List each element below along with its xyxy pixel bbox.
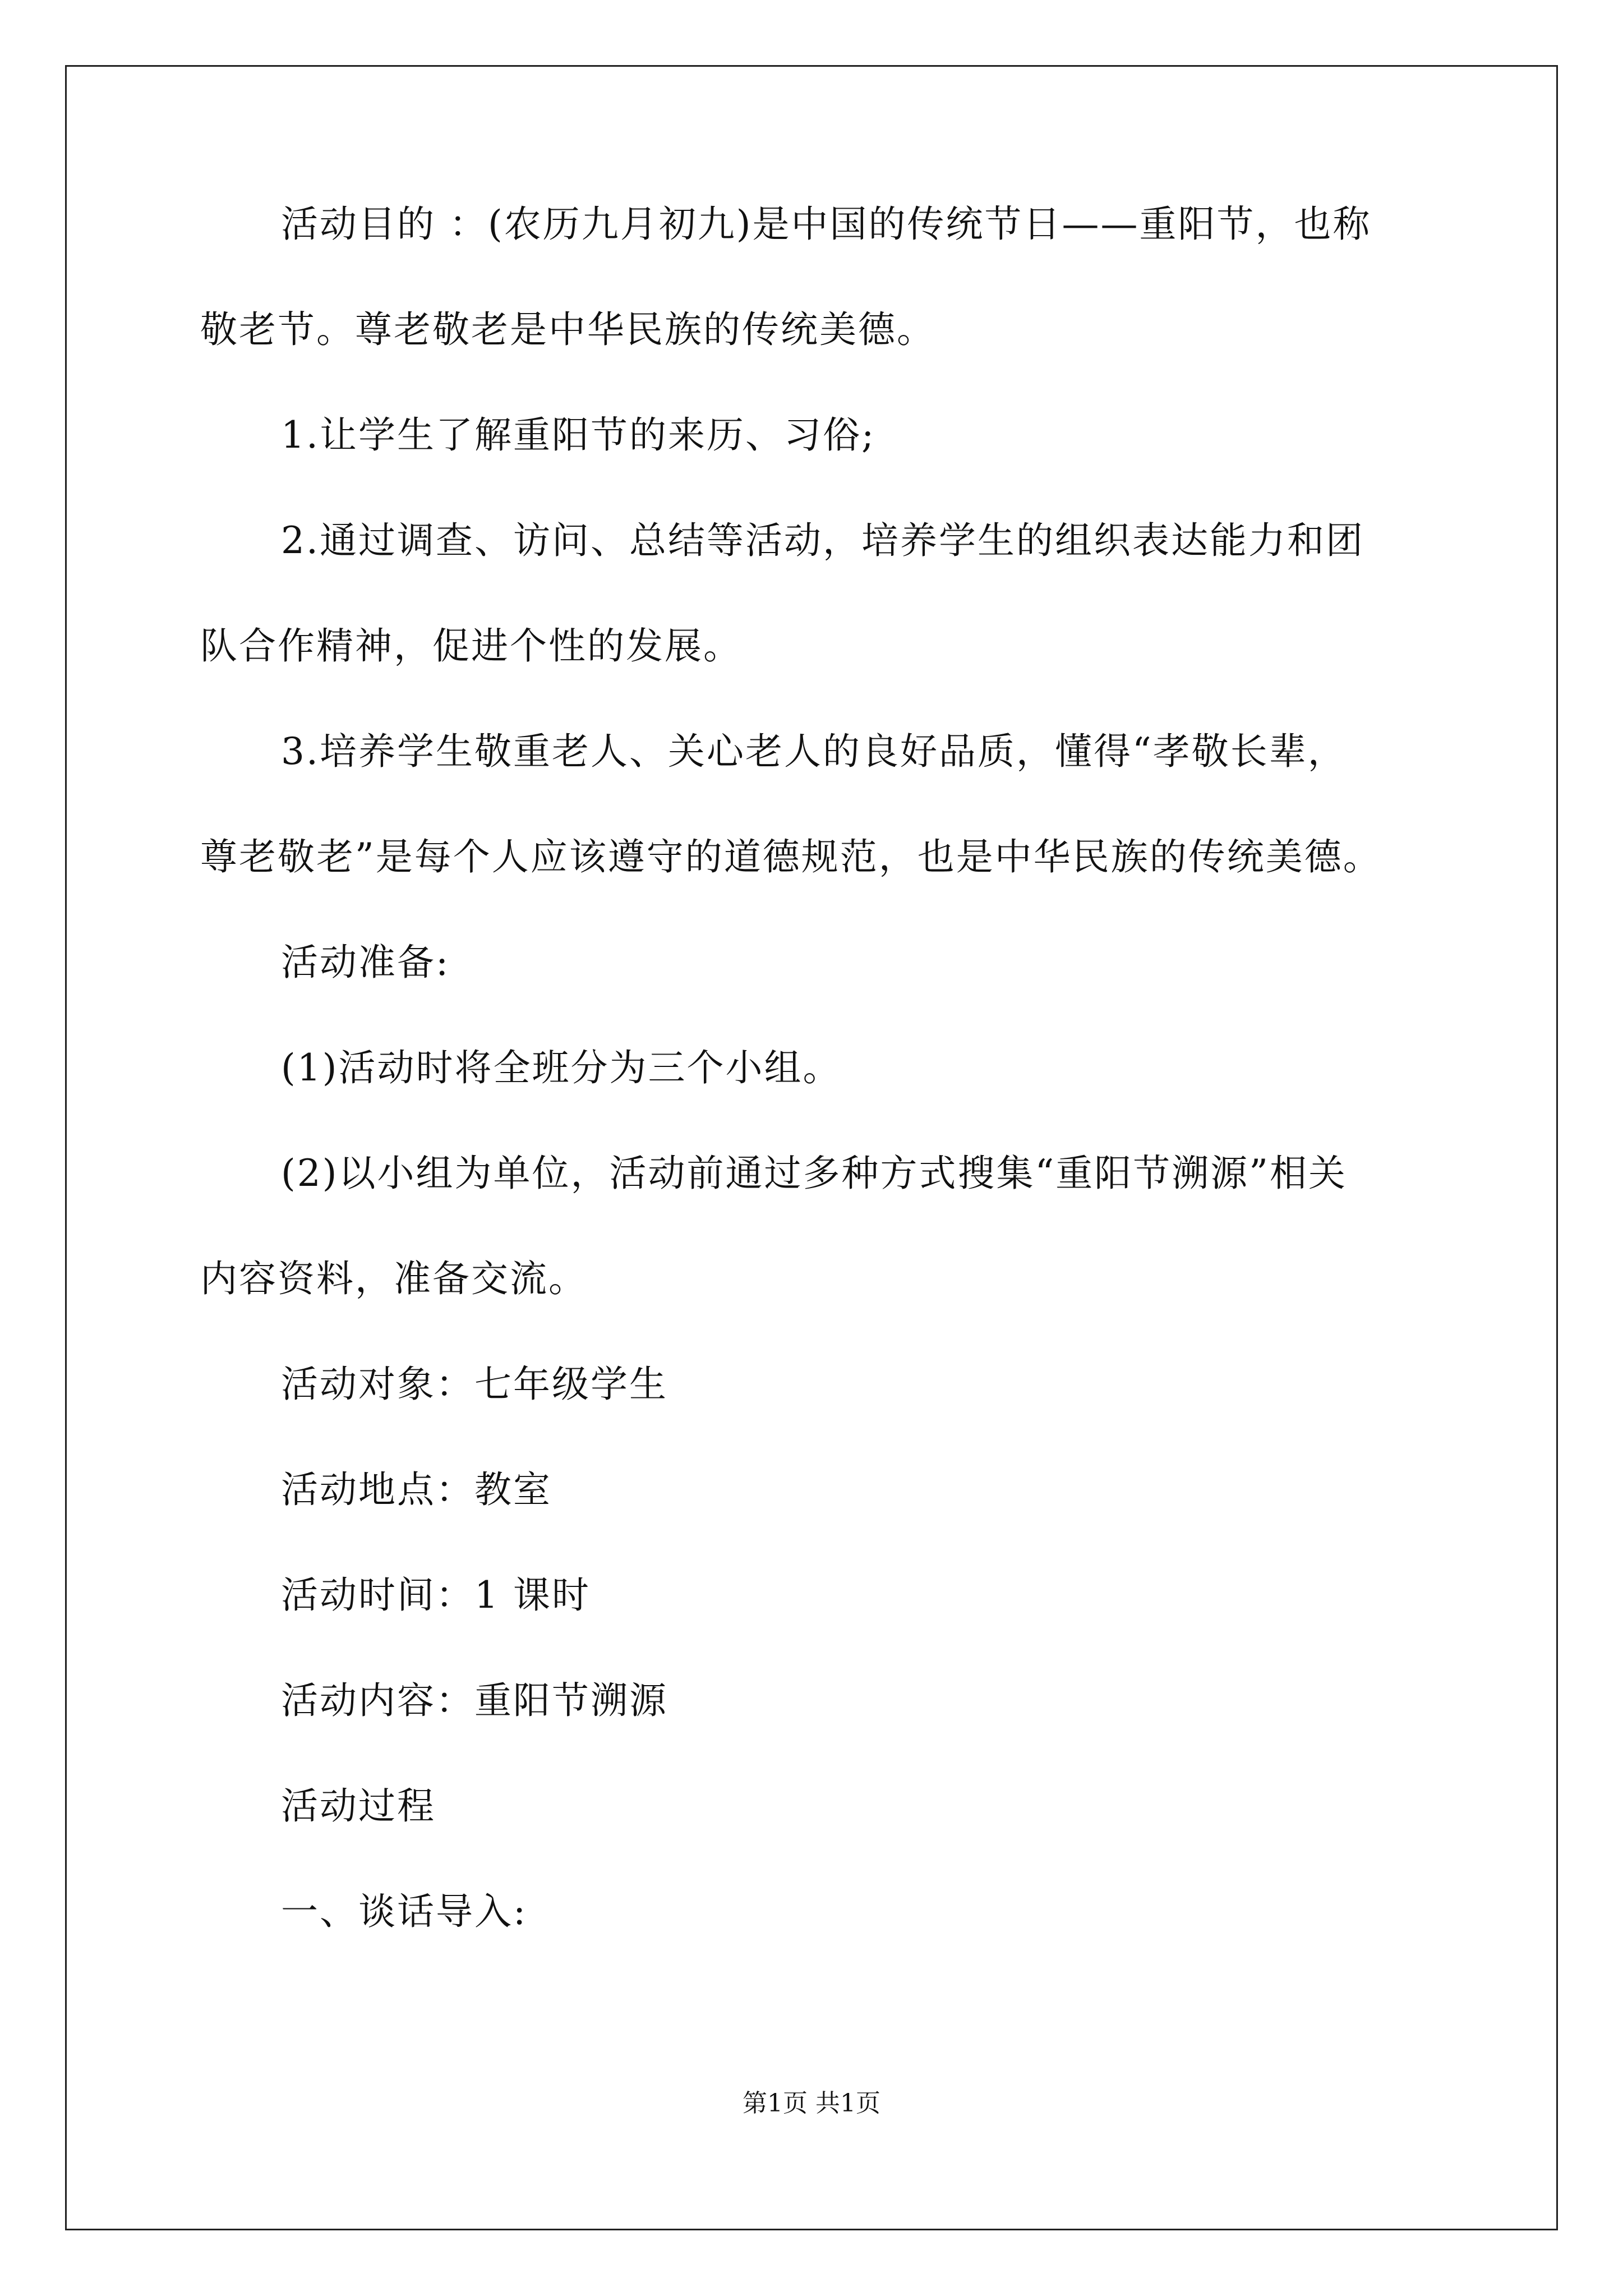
preparation-item-1: (1)活动时将全班分为三个小组。 [281, 1046, 842, 1089]
preparation-item-2-line-1: (2)以小组为单位，活动前通过多种方式搜集“重阳节溯源”相关 [281, 1152, 1347, 1195]
preparation-heading: 活动准备: [281, 941, 450, 984]
page-footer: 第1页 共1页 [743, 2089, 880, 2118]
activity-time: 活动时间：1 课时 [281, 1573, 591, 1617]
paragraph-purpose-line-2: 敬老节。尊老敬老是中华民族的传统美德。 [200, 308, 935, 351]
goal-item-3-line-1: 3.培养学生敬重老人、关心老人的良好品质，懂得“孝敬长辈， [281, 730, 1347, 773]
goal-item-3-line-2: 尊老敬老”是每个人应该遵守的道德规范，也是中华民族的传统美德。 [200, 835, 1382, 878]
goal-item-1: 1.让学生了解重阳节的来历、习俗; [281, 413, 876, 457]
goal-item-2-line-2: 队合作精神，促进个性的发展。 [200, 624, 742, 668]
preparation-item-2-line-2: 内容资料，准备交流。 [200, 1257, 587, 1300]
paragraph-purpose-line-1: 活动目的 ：(农历九月初九)是中国的传统节日——重阳节，也称 [281, 203, 1372, 246]
activity-content: 活动内容：重阳节溯源 [281, 1679, 668, 1722]
goal-item-2-line-1: 2.通过调查、访问、总结等活动，培养学生的组织表达能力和团 [281, 519, 1364, 562]
activity-audience: 活动对象：七年级学生 [281, 1363, 668, 1406]
section-one-heading: 一、谈话导入: [281, 1890, 528, 1933]
activity-location: 活动地点：教室 [281, 1468, 552, 1511]
activity-process-heading: 活动过程 [281, 1784, 436, 1828]
